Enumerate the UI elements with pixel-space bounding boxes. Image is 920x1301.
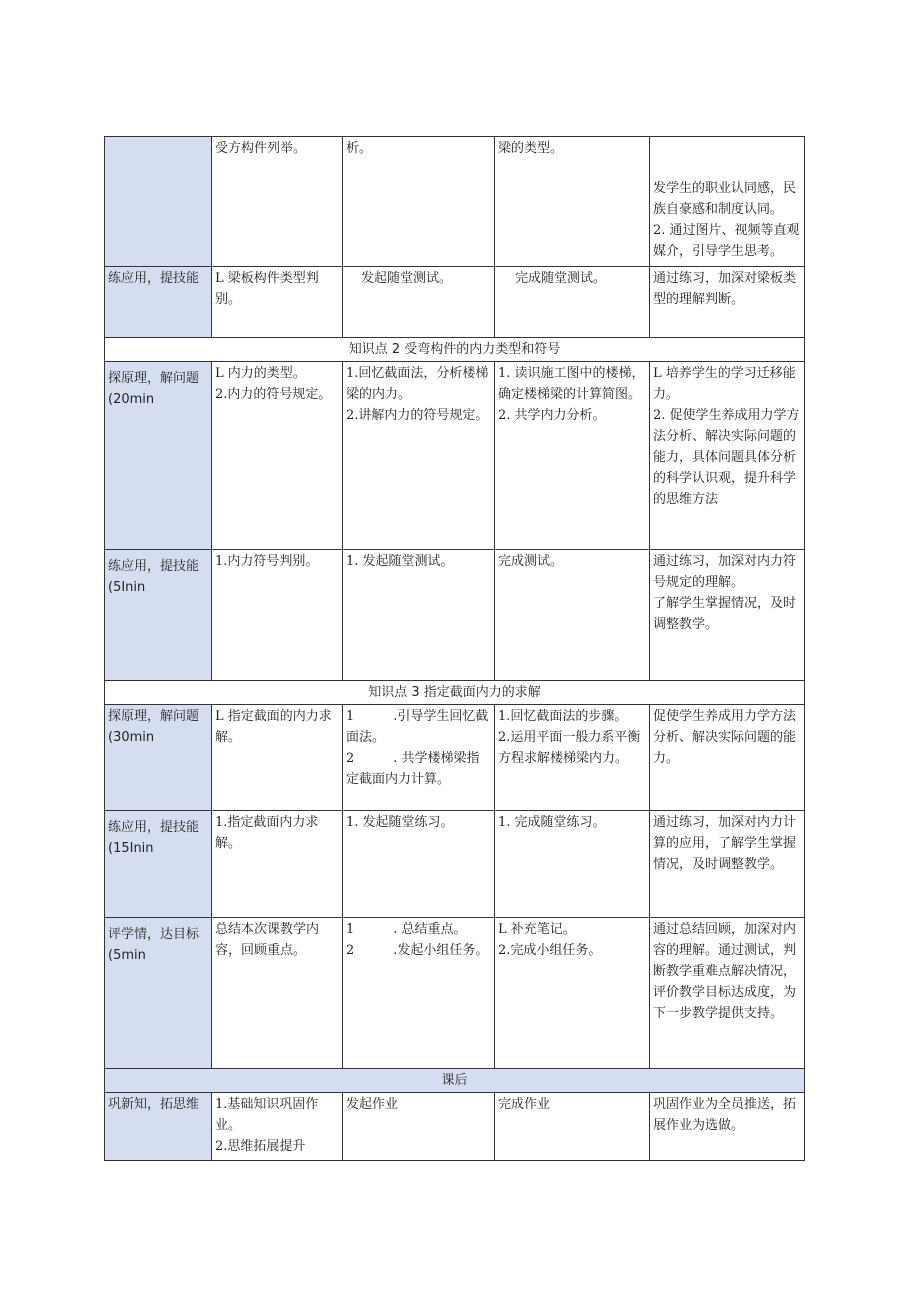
stage-cell (105, 137, 212, 267)
intent-line: 2. 通过图片、视频等直观媒介，引导学生思考。 (653, 223, 800, 259)
table-row (105, 1093, 805, 1161)
teacher-cell (343, 918, 495, 1069)
intent-cell: 通过总结回顾，加深对内容的理解。通过测试，判断教学重难点解决情况，评价教学目标达成度，为下一步教学提供支持。 (650, 918, 805, 1069)
teacher-cell (343, 705, 495, 811)
teacher-line: 1.回忆截面法，分析楼梯梁的内力。 (346, 366, 489, 402)
table-row (105, 137, 805, 267)
section-title: 知识点 2 受弯构件的内力类型和符号 (105, 338, 805, 362)
student-line: L 补充笔记。 (498, 922, 576, 937)
teacher-cell: 1. 发起随堂测试。 (343, 550, 495, 681)
teacher-cell (343, 362, 495, 550)
content-cell: 1.指定截面内力求解。 (212, 811, 343, 918)
intent-cell (650, 137, 805, 267)
student-line: 2. 共学内力分析。 (498, 408, 606, 423)
table-row (105, 918, 805, 1069)
teacher-cell: 发起随堂测试。 (343, 267, 495, 338)
stage-cell: 巩新知，拓思维 (105, 1093, 212, 1161)
student-cell: 完成测试。 (495, 550, 650, 681)
teacher-line: 1 . 总结重点。 (346, 922, 467, 937)
content-cell: 1.内力符号判别。 (212, 550, 343, 681)
intent-cell: 通过练习，加深对内力计算的应用，了解学生掌握情况，及时调整教学。 (650, 811, 805, 918)
teacher-line: 2 .发起小组任务。 (346, 943, 489, 958)
section-header-row (105, 681, 805, 705)
lesson-plan-table (104, 136, 805, 1161)
section-title: 知识点 3 指定截面内力的求解 (105, 681, 805, 705)
content-cell: 受方构件列举。 (212, 137, 343, 267)
stage-cell: 探原理，解问题(30min (105, 705, 212, 811)
content-line: L 内力的类型。 (215, 366, 306, 381)
content-cell: L 指定截面的内力求解。 (212, 705, 343, 811)
student-line: 2.完成小组任务。 (498, 943, 602, 958)
intent-cell (650, 550, 805, 681)
stage-cell: 练应用，提技能 (105, 267, 212, 338)
stage-cell: 探原理，解问题(20min (105, 362, 212, 550)
content-cell (212, 362, 343, 550)
teacher-cell: 1. 发起随堂练习。 (343, 811, 495, 918)
content-line: 2.内力的符号规定。 (215, 387, 332, 402)
intent-cell: 巩固作业为全员推送，拓展作业为选做。 (650, 1093, 805, 1161)
student-cell: 梁的类型。 (495, 137, 650, 267)
teacher-line: 2 . 共学楼梯梁指定截面内力计算。 (346, 751, 480, 787)
intent-line: L 培养学生的学习迁移能力。 (653, 366, 796, 402)
intent-cell (650, 362, 805, 550)
teacher-line: 1 .引导学生回忆截面法。 (346, 709, 489, 745)
section-header-row (105, 338, 805, 362)
student-line: 2.运用平面一般力系平衡方程求解楼梯梁内力。 (498, 730, 641, 766)
table-row (105, 267, 805, 338)
teacher-cell: 发起作业 (343, 1093, 495, 1161)
table-row (105, 550, 805, 681)
table-row (105, 705, 805, 811)
content-line: 2.思维拓展提升 (215, 1139, 306, 1154)
intent-line: 发学生的职业认同感，民族自豪感和制度认同。 (653, 181, 797, 217)
stage-cell: 练应用，提技能(15Inin (105, 811, 212, 918)
intent-line: 了解学生掌握情况，及时调整教学。 (653, 596, 797, 632)
intent-cell: 通过练习，加深对梁板类型的理解判断。 (650, 267, 805, 338)
table-row (105, 811, 805, 918)
content-cell (212, 1093, 343, 1161)
stage-cell: 练应用，提技能(5Inin (105, 550, 212, 681)
student-line: 1.回忆截面法的步骤。 (498, 709, 628, 724)
content-cell: L 梁板构件类型判别。 (212, 267, 343, 338)
teacher-line: 2.讲解内力的符号规定。 (346, 408, 489, 423)
section-header-row (105, 1069, 805, 1093)
student-cell (495, 918, 650, 1069)
student-cell: 完成随堂测试。 (495, 267, 650, 338)
content-line: 1.基础知识巩固作业。 (215, 1097, 319, 1133)
student-cell: 1. 完成随堂练习。 (495, 811, 650, 918)
student-cell (495, 362, 650, 550)
stage-cell: 评学情，达目标(5min (105, 918, 212, 1069)
student-cell: 完成作业 (495, 1093, 650, 1161)
teacher-cell: 析。 (343, 137, 495, 267)
intent-line: 2. 促使学生养成用力学方法分析、解决实际问题的能力，具体问题具体分析的科学认识观，提升科学的思维方法 (653, 408, 800, 507)
section-title: 课后 (105, 1069, 805, 1093)
student-cell (495, 705, 650, 811)
intent-line: 通过练习，加深对内力符号规定的理解。 (653, 554, 797, 590)
content-cell: 总结本次课教学内容，回顾重点。 (212, 918, 343, 1069)
table-row (105, 362, 805, 550)
intent-cell: 促使学生养成用力学方法分析、解决实际问题的能力。 (650, 705, 805, 811)
student-line: 1. 读识施工图中的楼梯，确定楼梯梁的计算简图。 (498, 366, 645, 402)
